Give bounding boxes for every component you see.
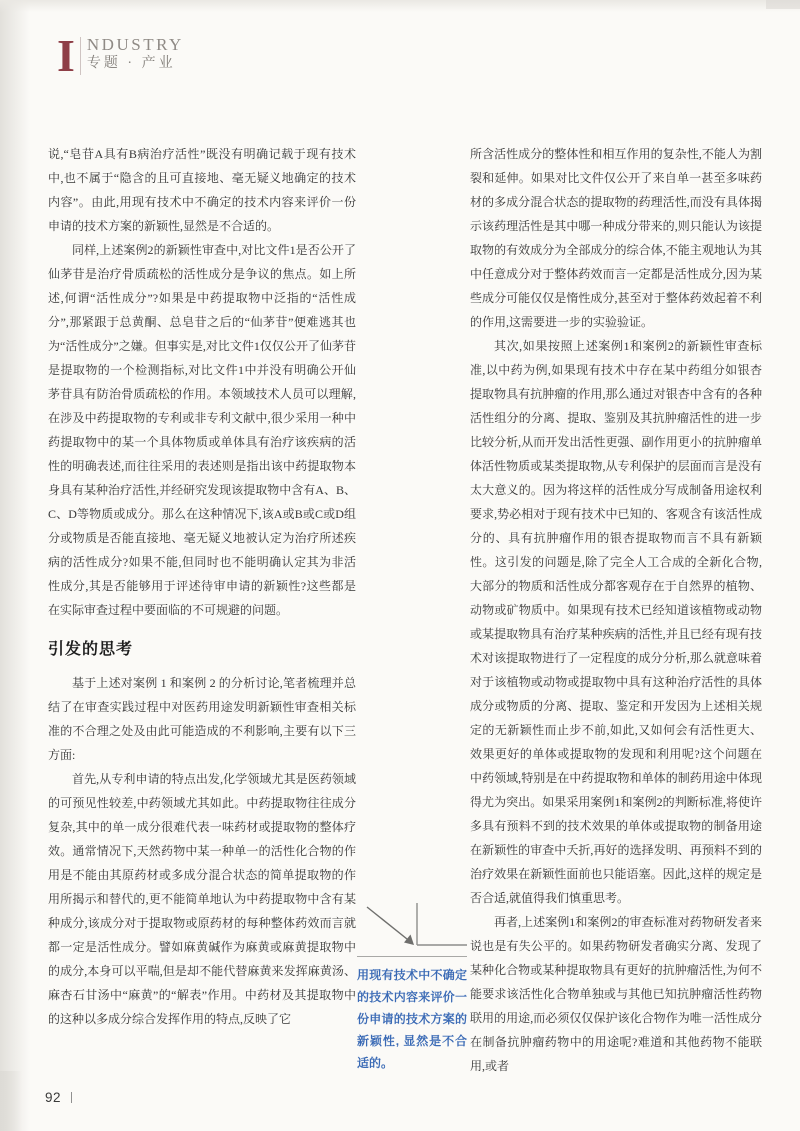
body-paragraph: 说,“皂苷A具有B病治疗活性”既没有明确记载于现有技术中,也不属于“隐含的且可直接地、毫无疑义地确定的技术内容”。由此,用现有技术中不确定的技术内容来评价一份申请的技术方案的新颖性,显然是不合适的。 <box>48 147 356 233</box>
body-paragraph: 再者,上述案例1和案例2的审查标准对药物研发者来说也是有失公平的。如果药物研发者确实分离、发现了某种化合物或某种提取物具有更好的抗肿瘤活性,为何不能要求该活性化合物单独或与其他已知抗肿瘤活性药物联用的用途,而必须仅仅保护该化合物作为唯一活性成分在制备抗肿瘤药物中的用途呢?难道和其他药物不能联用,或者 <box>470 915 762 1073</box>
pull-quote-text: 用现有技术中不确定的技术内容来评价一份申请的技术方案的新颖性, 显然是不合适的。 <box>357 968 467 1070</box>
left-column <box>48 142 356 1031</box>
scan-corner-shadow <box>0 1071 22 1131</box>
header-divider <box>80 37 81 75</box>
body-paragraph: 其次,如果按照上述案例1和案例2的新颖性审查标准,以中药为例,如果现有技术中存在某中药组分如银杏提取物具有抗肿瘤的作用,那么通过对银杏中含有的各种活性组分的分离、提取、鉴别及其抗肿瘤活性的进一步比较分析,从而开发出活性更强、副作用更小的抗肿瘤单体活性物质或某类提取物,从专利保护的层面而言是没有太大意义的。因为将这样的活性成分写成制备用途权利要求,势必相对于现有技术中已知的、客观含有该活性成分的、具有抗肿瘤作用的银杏提取物而言不具有新颖性。这引发的问题是,除了完全人工合成的全新化合物,大部分的物质和活性成分都客观存在于自然界的植物、动物或矿物质中。如果现有技术已经知道该植物或动物或某提取物具有治疗某种疾病的活性,并且已经有现有技术对该提取物进行了一定程度的成分分析,那么就意味着对于该植物或动物或提取物中具有这种治疗活性的具体成分或物质的分离、提取、鉴定和开发因为上述相关规定的无新颖性而止步不前,如此,又如何会有活性更大、效果更好的单体或提取物的发现和利用呢?这个问题在中药领域,特别是在中药提取物和单体的制药用途中体现得尤为突出。如果采用案例1和案例2的判断标准,将使许多具有预料不到的技术效果的单体或提取物的制备用途在新颖性的审查中夭折,再好的选择发明、再预料不到的治疗效果在新颖性面前也只能语塞。因此,这样的规定是否合适,就值得我们慎重思考。 <box>470 339 762 905</box>
body-paragraph: 基于上述对案例 1 和案例 2 的分析讨论,笔者梳理并总结了在审查实践过程中对医药用途发明新颖性审查相关标准的不合理之处及由此可能造成的不利影响,主要有以下三方面: <box>48 676 356 762</box>
body-paragraph: 所含活性成分的整体性和相互作用的复杂性,不能人为割裂和延伸。如果对比文件仅公开了来自单一甚至多味药材的多成分混合状态的提取物的药理活性,而没有具体揭示该药理活性是其中哪一种成分带来的,则只能认为该提取物的有效成分为全部成分的综合体,不能主观地认为其中任意成分对于整体药效而言一定都是活性成分,因为某些成分可能仅仅是惰性成分,甚至对于整体药效起着不利的作用,这需要进一步的实验验证。 <box>470 147 762 329</box>
body-paragraph: 首先,从专利申请的特点出发,化学领域尤其是医药领域的可预见性较差,中药领域尤其如此。中药提取物往往成分复杂,其中的单一成分很难代表一味药材或提取物的整体疗效。通常情况下,天然药物中某一种单一的活性化合物的作用是不能由其原药材或多成分混合状态的简单提取物的作用所揭示和替代的,更不能简单地认为中药提取物中含有某种成分,该成分对于提取物或原药材的每种整体药效而言就都一定是活性成分。譬如麻黄碱作为麻黄或麻黄提取物中的成分,本身可以平喘,但是却不能代替麻黄来发挥麻黄汤、麻杏石甘汤中“麻黄”的“解表”作用。中药材及其提取物中的这种以多成分综合发挥作用的特点,反映了它 <box>48 772 356 1026</box>
continuation-arrow-icon <box>359 901 467 951</box>
scan-edge-shadow-left <box>0 0 30 1131</box>
scan-corner-mark <box>766 0 800 9</box>
header-text-block <box>87 34 184 74</box>
scan-edge-shadow-top <box>0 0 800 12</box>
section-label: 专题 · 产业 <box>86 56 176 71</box>
right-column <box>470 142 762 1078</box>
body-paragraph: 同样,上述案例2的新颖性审查中,对比文件1是否公开了仙茅苷是治疗骨质疏松的活性成分是争议的焦点。如上所述,何谓“活性成分”?如果是中药提取物中泛指的“活性成分”,那紧跟于总黄酮、总皂苷之后的“仙茅苷”便难逃其也为“活性成分”之嫌。但事实是,对比文件1仅仅公开了仙茅苷是提取物的一个检测指标,对比文件1中并没有明确公开仙茅苷具有防治骨质疏松的作用。本领域技术人员可以理解,在涉及中药提取物的专利或非专利文献中,很少采用一种中药提取物中的某一个具体物质或单体具有治疗该疾病的活性的明确表述,而往往采用的表述则是指出该中药提取物本身具有某种治疗活性,并经研究发现该提取物中含有A、B、C、D等物质或成分。那么在这种情况下,该A或B或C或D组分或物质是否能直接地、毫无疑义地被认定为治疗所述疾病的活性成分?如果不能,但同时也不能明确认定其为非活性成分,其是否能够用于评述待审申请的新颖性?这些都是在实际审查过程中要面临的不可规避的问题。 <box>48 243 356 617</box>
page-number: 92 <box>45 1090 62 1105</box>
footer-divider-bar <box>71 1092 72 1103</box>
section-heading: 引发的思考 <box>48 641 134 658</box>
pull-quote <box>357 901 467 1074</box>
pull-quote-rule <box>357 956 467 957</box>
magazine-title: NDUSTRY <box>86 35 184 54</box>
page-footer <box>45 1090 72 1105</box>
header-dropcap: I <box>57 30 75 81</box>
page-header <box>57 30 184 81</box>
